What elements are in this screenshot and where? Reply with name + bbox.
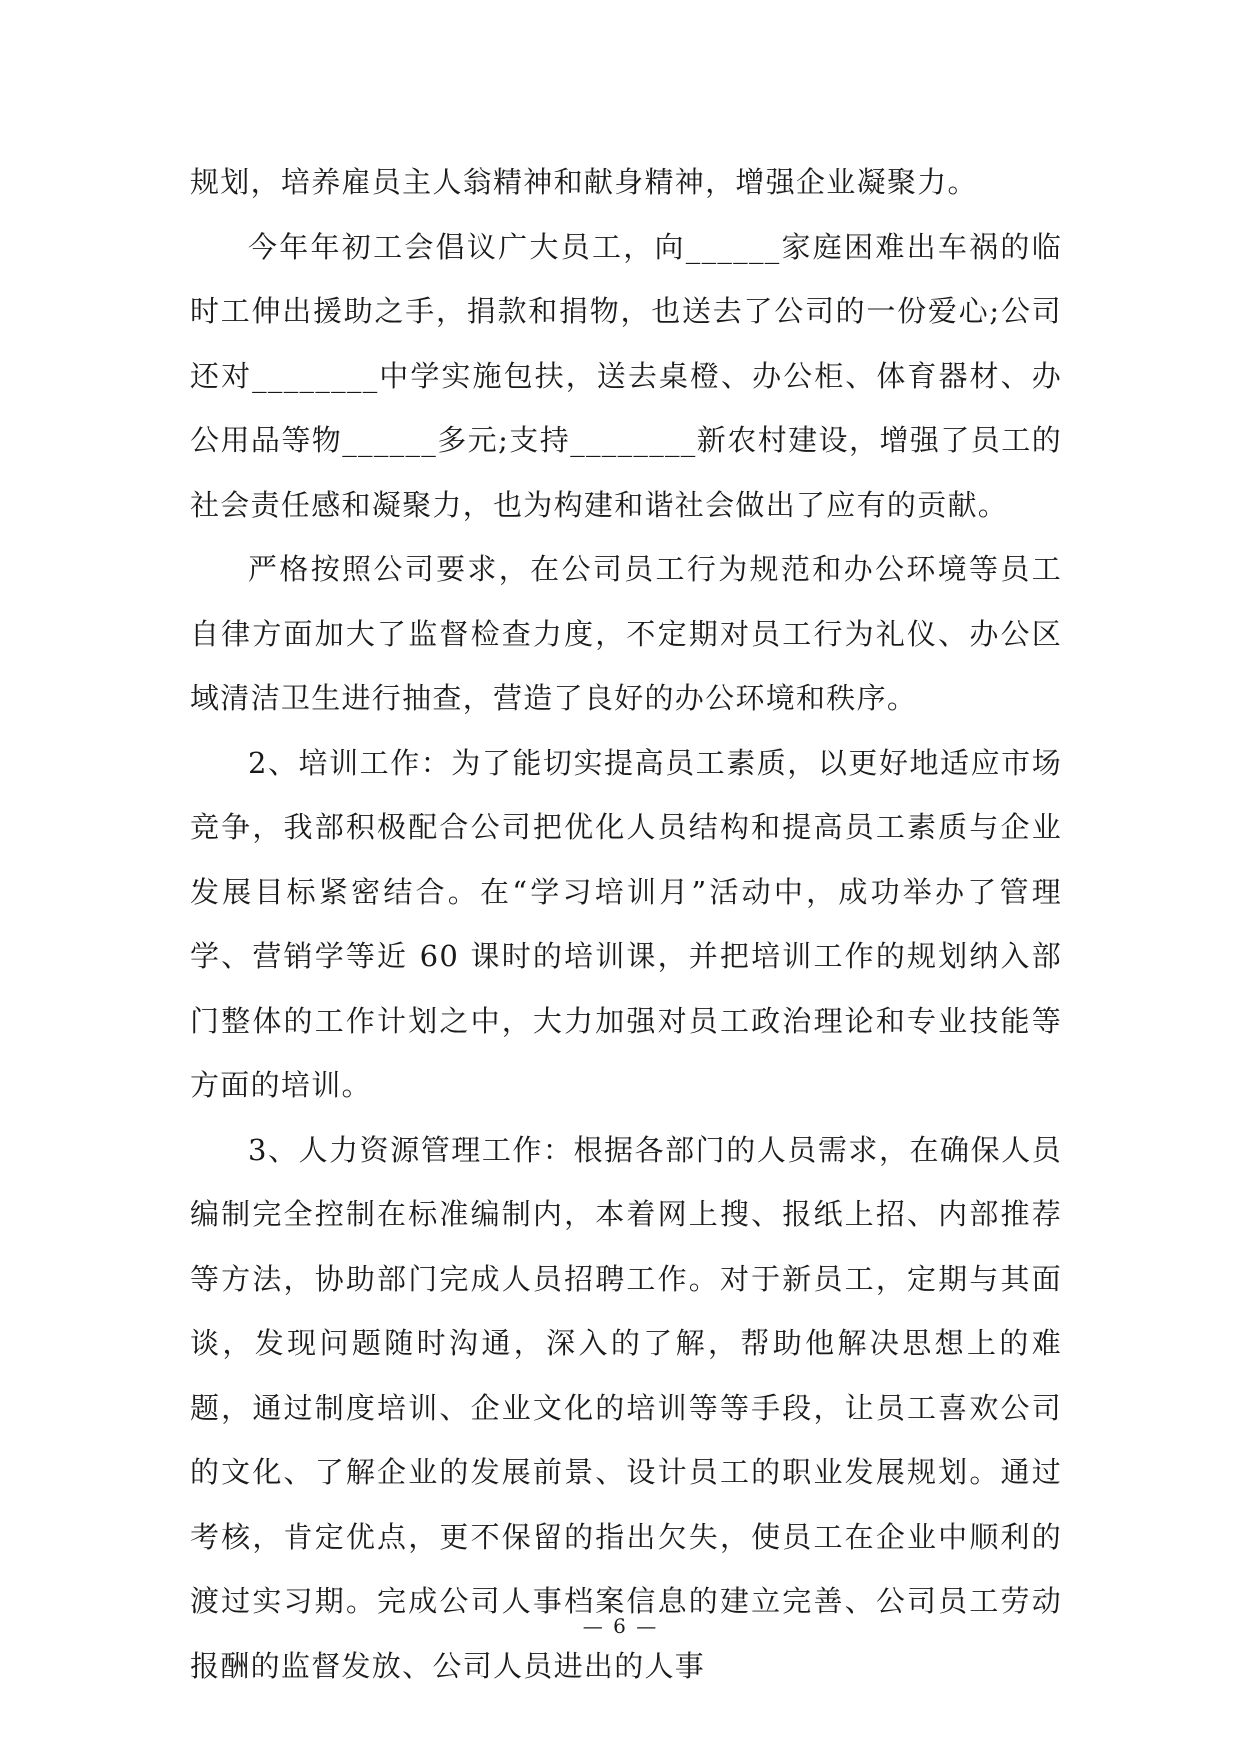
document-body	[190, 150, 1062, 1698]
paragraph-conduct-inspection: 严格按照公司要求，在公司员工行为规范和办公环境等员工自律方面加大了监督检查力度，不定期对员工行为礼仪、办公区域清洁卫生进行抽查，营造了良好的办公环境和秩序。	[190, 552, 1062, 715]
page-number: — 6 —	[582, 1614, 659, 1638]
paragraph-continuation: 规划，培养雇员主人翁精神和献身精神，增强企业凝聚力。	[190, 165, 978, 199]
paragraph-union-charity: 今年年初工会倡议广大员工，向______家庭困难出车祸的临时工伸出援助之手，捐款和捐物，也送去了公司的一份爱心;公司还对________中学实施包扶，送去桌橙、办公柜、体育器材、办公用品等物______多元;支持________新农村建设，增强了员工的社会责任感和凝聚力，也为构建和谐社会做出了应有的贡献。	[190, 229, 1062, 522]
paragraph-hr-management: 3、人力资源管理工作：根据各部门的人员需求，在确保人员编制完全控制在标准编制内，本着网上搜、报纸上招、内部推荐等方法，协助部门完成人员招聘工作。对于新员工，定期与其面谈，发现问题随时沟通，深入的了解，帮助他解决思想上的难题，通过制度培训、企业文化的培训等等手段，让员工喜欢公司的文化、了解企业的发展前景、设计员工的职业发展规划。通过考核，肯定优点，更不保留的指出欠失，使员工在企业中顺利的渡过实习期。完成公司人事档案信息的建立完善、公司员工劳动报酬的监督发放、公司人员进出的人事	[190, 1132, 1062, 1683]
paragraph-training-work: 2、培训工作：为了能切实提高员工素质，以更好地适应市场竞争，我部积极配合公司把优化人员结构和提高员工素质与企业发展目标紧密结合。在“学习培训月”活动中，成功举办了管理学、营销学等近 60 课时的培训课，并把培训工作的规划纳入部门整体的工作计划之中，大力加强对员工政治理论和专业技能等方面的培训。	[190, 745, 1062, 1102]
